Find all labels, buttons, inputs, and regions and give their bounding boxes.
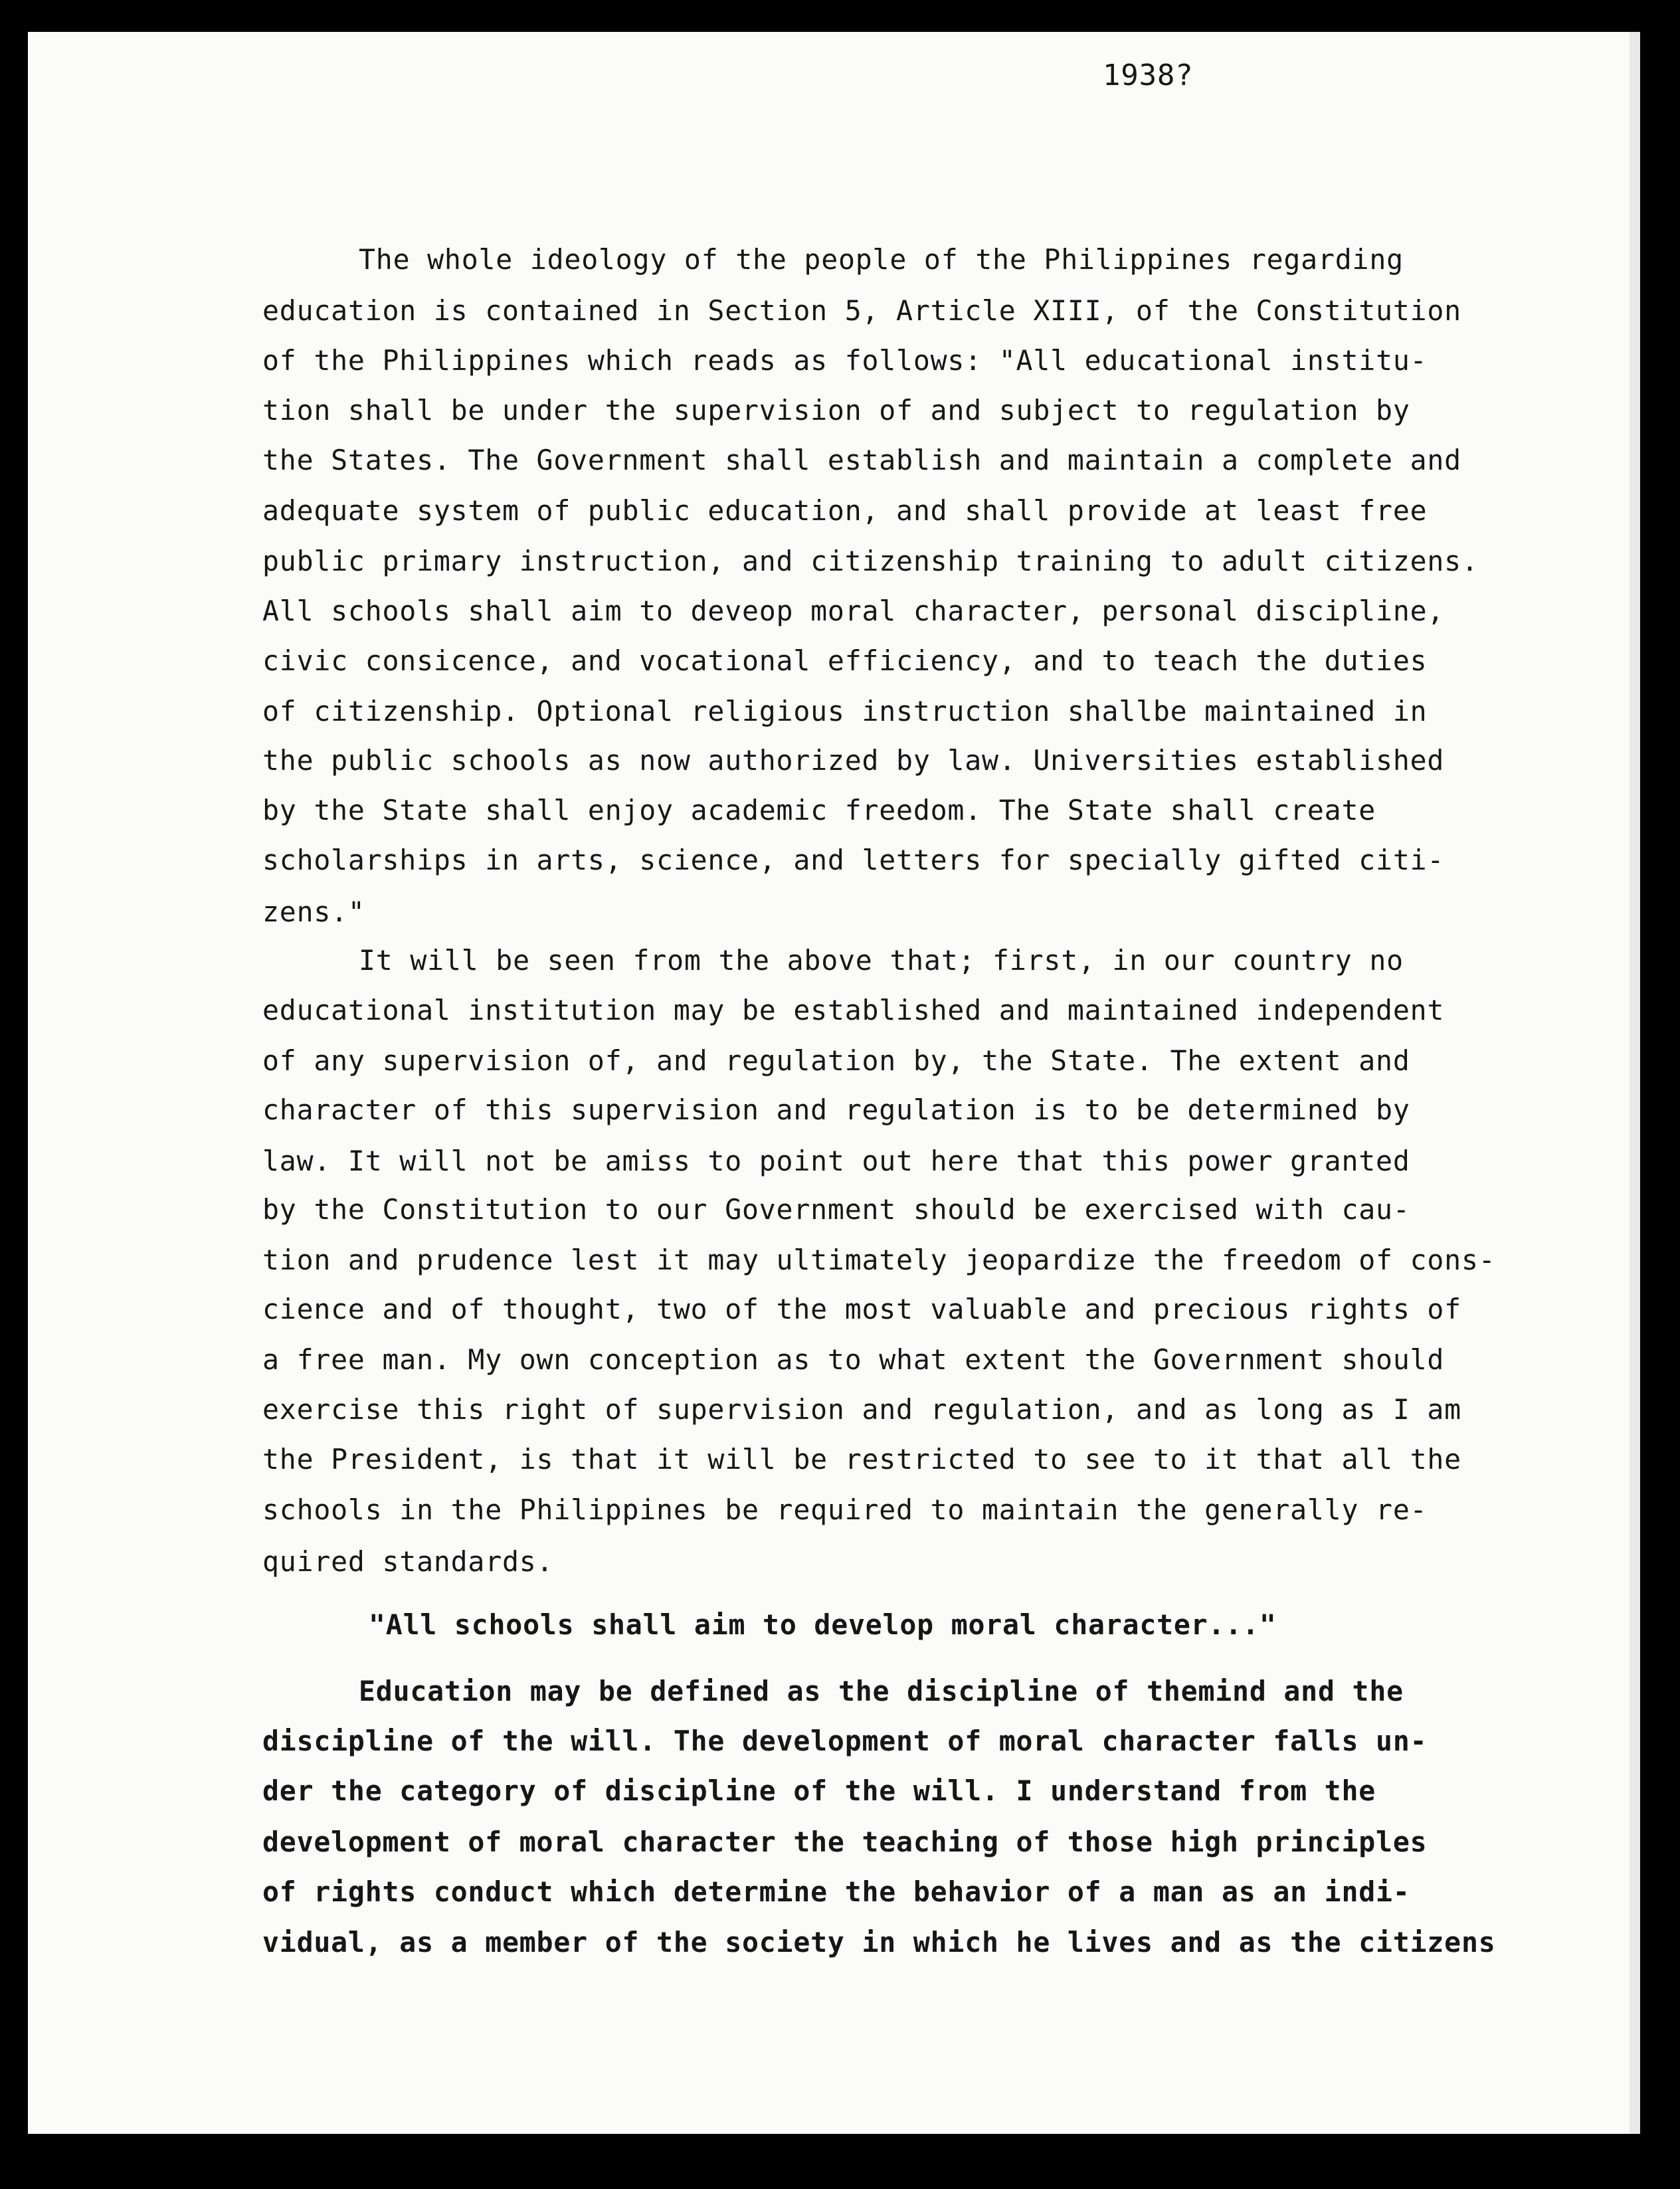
text-line: Education may be defined as the discipline of themind and the	[359, 1675, 1404, 1707]
text-line: cience and of thought, two of the most valuable and precious rights of	[262, 1293, 1461, 1325]
section-heading: "All schools shall aim to develop moral character..."	[369, 1608, 1277, 1641]
text-line: exercise this right of supervision and regulation, and as long as I am	[262, 1393, 1461, 1426]
text-line: civic consicence, and vocational efficiency, and to teach the duties	[262, 644, 1428, 677]
text-line: law. It will not be amiss to point out here that this power granted	[262, 1145, 1410, 1177]
text-line: scholarships in arts, science, and letters for specially gifted citi-	[262, 844, 1445, 876]
text-line: tion shall be under the supervision of and subject to regulation by	[262, 394, 1410, 427]
text-line: vidual, as a member of the society in which he lives and as the citizens	[262, 1926, 1496, 1958]
text-line: adequate system of public education, and shall provide at least free	[262, 494, 1428, 527]
text-line: of any supervision of, and regulation by, the State. The extent and	[262, 1044, 1410, 1077]
text-line: public primary instruction, and citizenship training to adult citizens.	[262, 545, 1479, 577]
text-line: zens."	[262, 896, 365, 928]
text-line: development of moral character the teaching of those high principles	[262, 1826, 1428, 1858]
text-line: by the Constitution to our Government should be exercised with cau-	[262, 1193, 1410, 1226]
text-line: It will be seen from the above that; first, in our country no	[359, 944, 1404, 977]
text-line: der the category of discipline of the will. I understand from the	[262, 1774, 1376, 1807]
text-line: schools in the Philippines be required to maintain the generally re-	[262, 1493, 1428, 1526]
text-line: quired standards.	[262, 1545, 554, 1578]
text-line: by the State shall enjoy academic freedom. The State shall create	[262, 794, 1376, 826]
text-line: the States. The Government shall establish and maintain a complete and	[262, 444, 1461, 476]
text-line: the public schools as now authorized by law. Universities established	[262, 744, 1445, 777]
text-line: The whole ideology of the people of the Philippines regarding	[359, 243, 1404, 276]
text-line: the President, is that it will be restricted to see to it that all the	[262, 1443, 1461, 1475]
text-line: educational institution may be established and maintained independent	[262, 994, 1445, 1026]
text-line: of rights conduct which determine the behavior of a man as an indi-	[262, 1875, 1410, 1908]
text-line: of the Philippines which reads as follows: "All educational institu-	[262, 344, 1428, 377]
text-line: discipline of the will. The development of moral character falls un-	[262, 1725, 1428, 1757]
text-line: character of this supervision and regulation is to be determined by	[262, 1094, 1410, 1126]
text-line: a free man. My own conception as to what extent the Government should	[262, 1343, 1445, 1376]
page-edge-strip	[1630, 32, 1640, 2134]
text-line: All schools shall aim to deveop moral character, personal discipline,	[262, 595, 1445, 627]
text-line: of citizenship. Optional religious instruction shallbe maintained in	[262, 695, 1428, 727]
text-line: tion and prudence lest it may ultimately jeopardize the freedom of cons-	[262, 1244, 1496, 1276]
text-line: education is contained in Section 5, Article XIII, of the Constitution	[262, 294, 1461, 327]
document-date: 1938?	[1103, 58, 1194, 92]
